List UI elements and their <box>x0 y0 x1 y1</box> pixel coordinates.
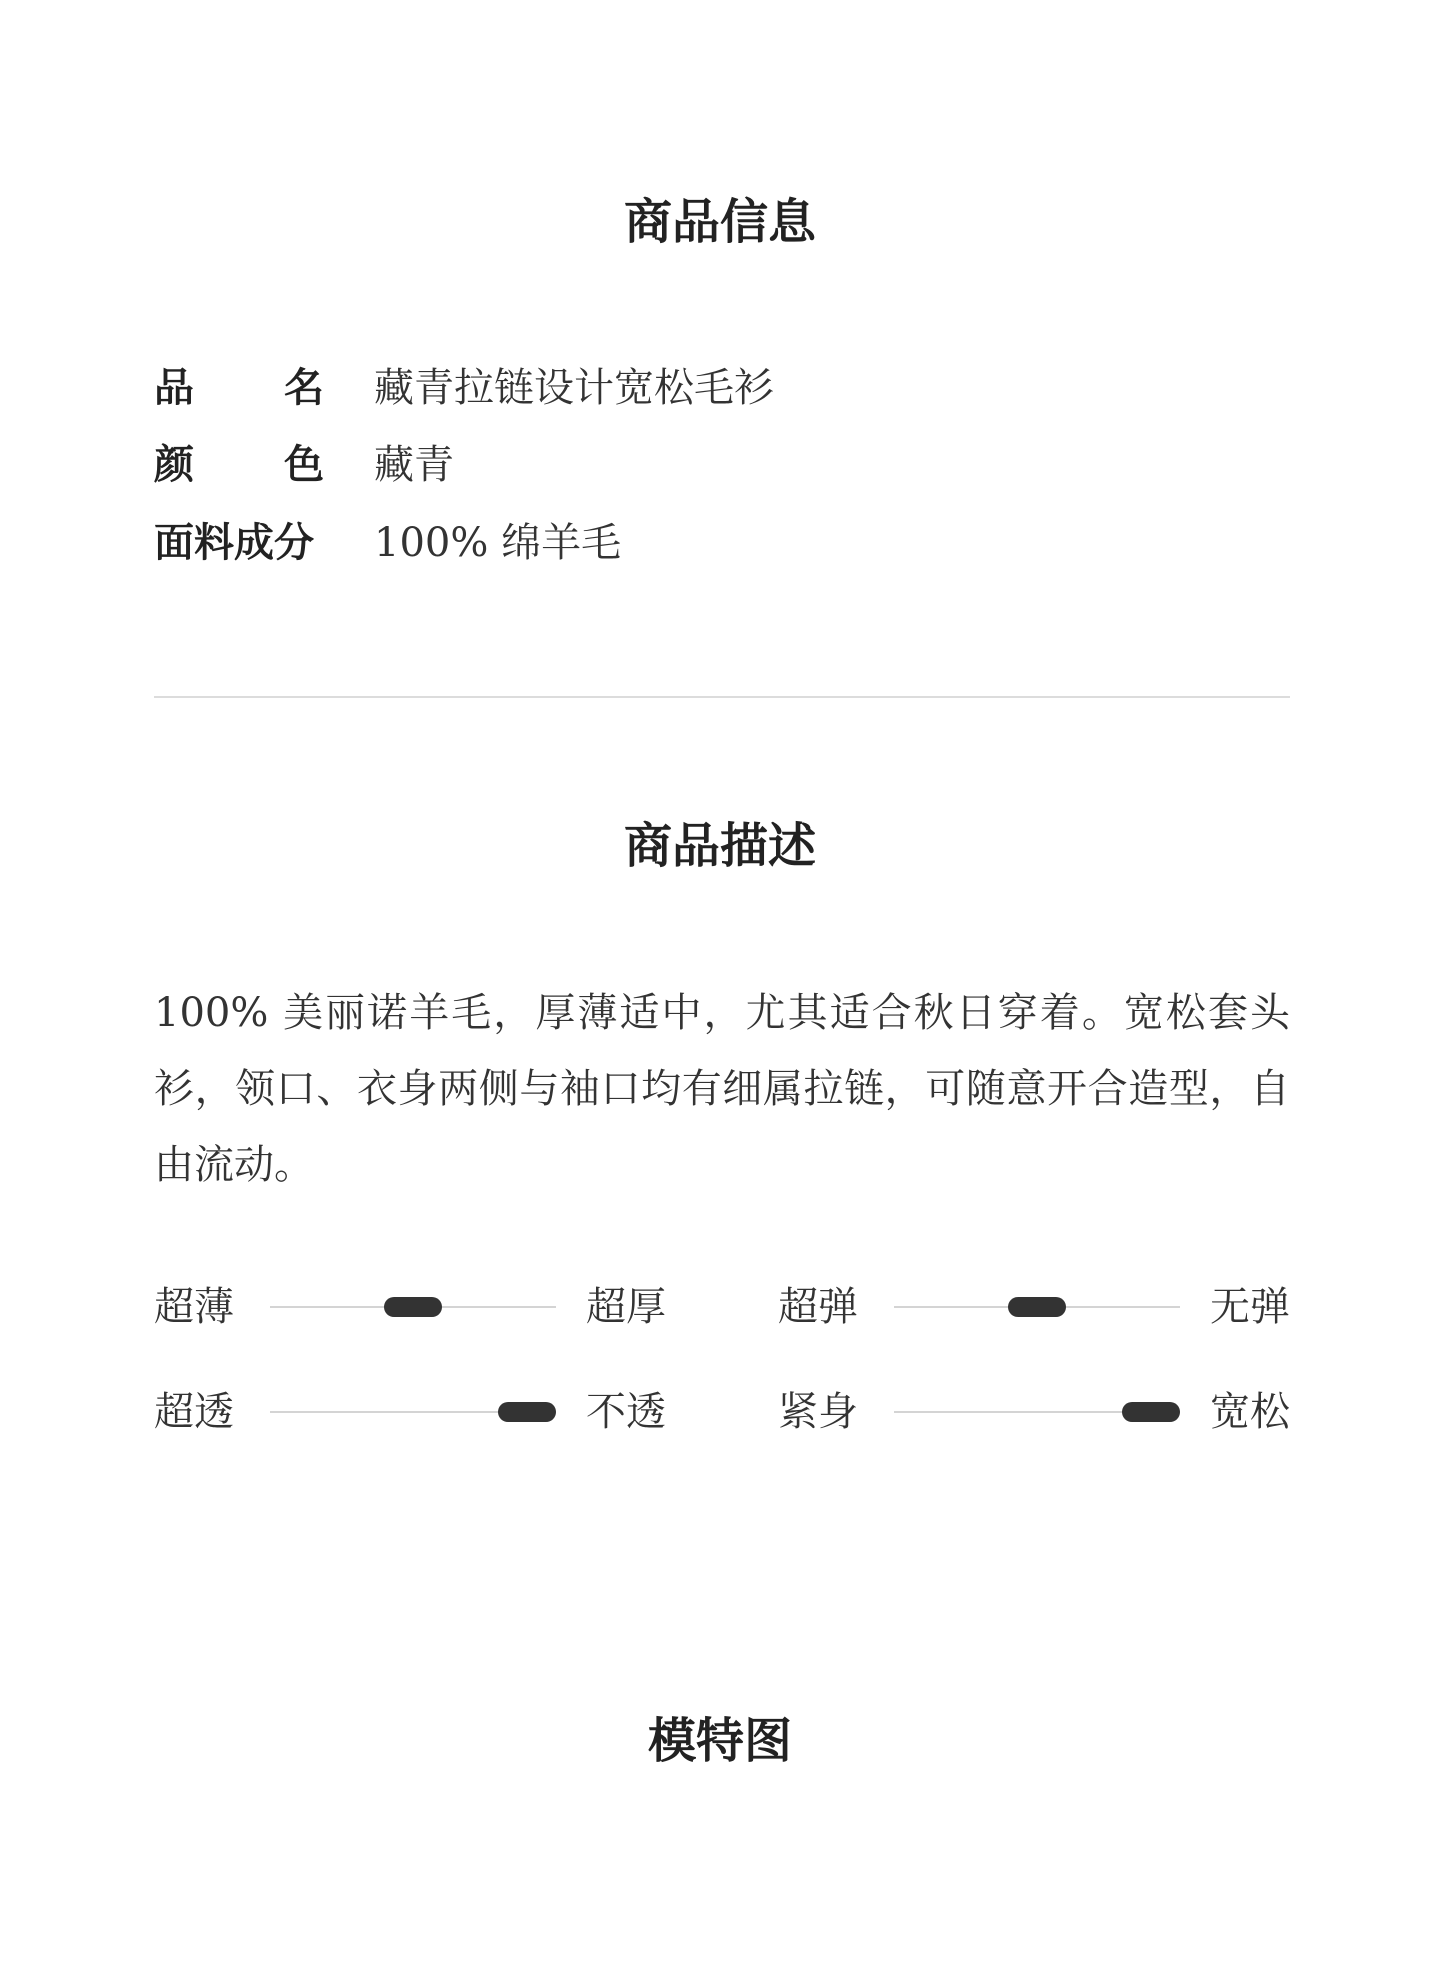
spec-value-name: 藏青拉链设计宽松毛衫 <box>374 365 774 411</box>
scale-fit <box>778 1384 1290 1440</box>
product-description-title: 商品描述 <box>623 818 816 874</box>
spec-label-fabric: 面料成分 <box>154 519 314 566</box>
spec-value-fabric: 100% 绵羊毛 <box>374 520 622 566</box>
scale-thickness-track <box>270 1306 556 1308</box>
scale-fit-indicator <box>1122 1402 1180 1422</box>
section-divider <box>154 696 1290 698</box>
scale-transparency-track <box>270 1411 556 1413</box>
scale-fit-track <box>894 1411 1180 1413</box>
product-description-text: 100% 美丽诺羊毛，厚薄适中，尤其适合秋日穿着。宽松套头衫，领口、衣身两侧与袖口均有细属拉链，可随意开合造型，自由流动。 <box>154 990 1290 1188</box>
product-info-title: 商品信息 <box>623 194 816 250</box>
scale-elasticity-track <box>894 1306 1180 1308</box>
spec-row-color <box>154 438 454 492</box>
spec-value-color: 藏青 <box>374 442 454 488</box>
scale-thickness-indicator <box>384 1297 442 1317</box>
scale-thickness-right-label: 超厚 <box>586 1284 666 1330</box>
scale-elasticity-indicator <box>1008 1297 1066 1317</box>
scale-transparency-right-label: 不透 <box>586 1389 666 1435</box>
scale-thickness <box>154 1279 666 1335</box>
scale-thickness-left-label: 超薄 <box>154 1284 234 1330</box>
spec-label-name <box>154 364 324 411</box>
scale-elasticity-right-label: 无弹 <box>1210 1284 1290 1330</box>
scale-elasticity <box>778 1279 1290 1335</box>
scale-fit-right-label: 宽松 <box>1210 1389 1290 1435</box>
spec-label-char: 品 <box>154 364 194 411</box>
scale-transparency <box>154 1384 666 1440</box>
spec-row-name <box>154 361 774 415</box>
scale-elasticity-left-label: 超弹 <box>778 1284 858 1330</box>
scale-transparency-indicator <box>498 1402 556 1422</box>
spec-label-char: 颜 <box>154 441 194 488</box>
spec-label-char: 名 <box>284 364 324 411</box>
spec-label-color <box>154 441 324 488</box>
model-images-title: 模特图 <box>647 1713 792 1769</box>
scale-transparency-left-label: 超透 <box>154 1389 234 1435</box>
spec-row-fabric <box>154 516 621 570</box>
spec-label-char: 色 <box>284 441 324 488</box>
scale-fit-left-label: 紧身 <box>778 1389 858 1435</box>
